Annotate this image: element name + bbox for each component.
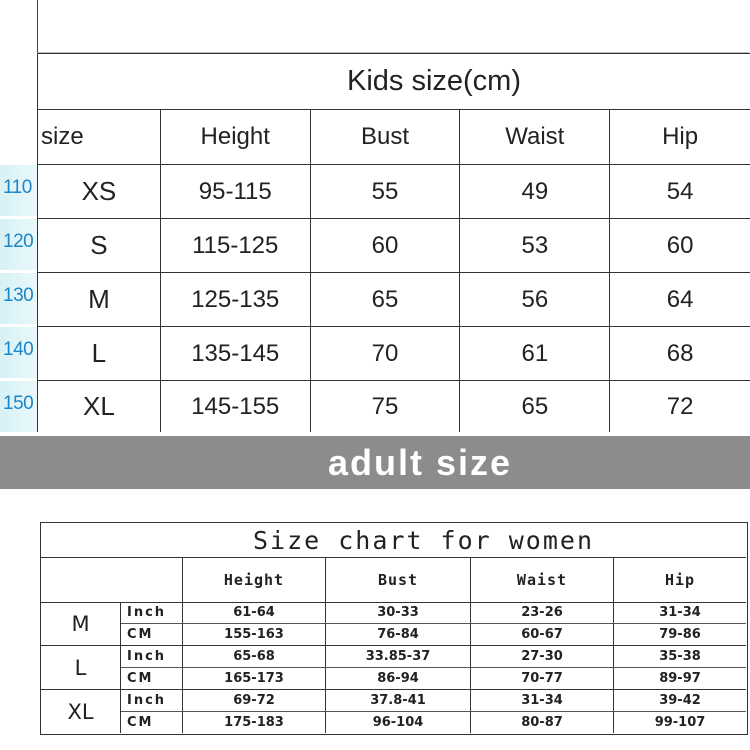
kids-bust-cell: 55: [311, 165, 461, 218]
bust-cell: 30-33: [326, 602, 471, 623]
women-header-height: Height: [183, 558, 326, 602]
kids-waist-cell: 56: [460, 273, 610, 326]
height-cell: 65-68: [183, 646, 326, 667]
women-size-label: L: [41, 646, 121, 689]
women-size-label: XL: [41, 690, 121, 733]
height-cell: 61-64: [183, 602, 326, 623]
kids-size-cell: L: [38, 327, 161, 380]
table-row: [37, 219, 750, 273]
kids-table-title: Kids size(cm): [37, 53, 750, 110]
height-tag-label: 130: [3, 285, 34, 306]
kids-size-table: [37, 0, 750, 432]
adult-size-banner: [0, 436, 750, 489]
bust-cell: 37.8-41: [326, 690, 471, 711]
bust-cell: 86-94: [326, 668, 471, 689]
table-row: [121, 712, 746, 733]
height-cell: 155-163: [183, 624, 326, 645]
kids-size-cell: M: [38, 273, 161, 326]
height-tag: [0, 381, 37, 432]
waist-cell: 70-77: [471, 668, 614, 689]
kids-size-cell: S: [38, 219, 161, 272]
table-row: [121, 602, 746, 624]
kids-header-hip: Hip: [662, 123, 699, 150]
height-cell: 165-173: [183, 668, 326, 689]
kids-hip-cell: 54: [666, 177, 694, 205]
hip-cell: 31-34: [659, 605, 701, 620]
kids-size-cell: XS: [38, 165, 161, 218]
bust-cell: 96-104: [326, 712, 471, 733]
height-tag-label: 110: [3, 177, 32, 198]
kids-height-cell: 95-115: [161, 165, 311, 218]
kids-header-height: Height: [161, 110, 311, 164]
table-row: [121, 624, 746, 645]
height-tag: [0, 327, 37, 378]
table-row: [37, 165, 750, 219]
unit-label: CM: [121, 712, 183, 733]
height-cell: 175-183: [183, 712, 326, 733]
height-tag-label: 150: [3, 393, 34, 414]
bust-cell: 76-84: [326, 624, 471, 645]
women-header-waist: Waist: [471, 558, 614, 602]
women-size-group: [41, 602, 746, 646]
unit-label: Inch: [121, 646, 183, 667]
height-tag: [0, 219, 37, 270]
kids-hip-cell: 68: [666, 339, 694, 367]
women-header-bust: Bust: [326, 558, 471, 602]
bust-cell: 33.85-37: [326, 646, 471, 667]
hip-cell: 79-86: [659, 627, 701, 642]
women-size-label: M: [41, 602, 121, 645]
kids-height-cell: 125-135: [161, 273, 311, 326]
waist-cell: 31-34: [471, 690, 614, 711]
table-row: [121, 668, 746, 689]
table-row: [37, 381, 750, 432]
unit-label: CM: [121, 668, 183, 689]
waist-cell: 80-87: [471, 712, 614, 733]
kids-bust-cell: 75: [311, 381, 461, 432]
height-tag-label: 120: [3, 231, 34, 252]
kids-header-size: size: [38, 110, 161, 164]
hip-cell: 35-38: [659, 649, 701, 664]
women-size-group: [41, 690, 746, 733]
kids-header-bust: Bust: [311, 110, 461, 164]
table-row: [37, 273, 750, 327]
hip-cell: 39-42: [659, 693, 701, 708]
kids-hip-cell: 72: [666, 392, 694, 420]
kids-table-top-spacer: [37, 0, 749, 53]
waist-cell: 27-30: [471, 646, 614, 667]
height-cell: 69-72: [183, 690, 326, 711]
height-tag: [0, 165, 37, 216]
table-row: [121, 646, 746, 668]
table-row: [121, 690, 746, 712]
kids-size-cell: XL: [38, 381, 161, 432]
kids-hip-cell: 64: [666, 285, 694, 313]
height-tag: [0, 273, 37, 324]
women-table-title: Size chart for women: [41, 523, 746, 558]
kids-height-cell: 135-145: [161, 327, 311, 380]
women-table-body: [41, 602, 746, 733]
women-header-hip: Hip: [664, 571, 696, 589]
kids-height-cell: 115-125: [161, 219, 311, 272]
women-size-group: [41, 646, 746, 690]
kids-waist-cell: 53: [460, 219, 610, 272]
hip-cell: 99-107: [654, 715, 706, 730]
kids-bust-cell: 65: [311, 273, 461, 326]
kids-bust-cell: 60: [311, 219, 461, 272]
banner-label: adult size: [327, 441, 513, 483]
kids-header-row: [37, 110, 750, 165]
table-row: [37, 327, 750, 381]
kids-header-waist: Waist: [460, 110, 610, 164]
unit-label: Inch: [121, 690, 183, 711]
waist-cell: 23-26: [471, 602, 614, 623]
women-size-table: [40, 522, 748, 735]
kids-waist-cell: 49: [460, 165, 610, 218]
kids-bust-cell: 70: [311, 327, 461, 380]
height-tag-label: 140: [3, 339, 34, 360]
kids-height-cell: 145-155: [161, 381, 311, 432]
unit-label: CM: [121, 624, 183, 645]
women-header-blank: [41, 558, 183, 602]
kids-hip-cell: 60: [666, 231, 694, 259]
kids-waist-cell: 61: [460, 327, 610, 380]
hip-cell: 89-97: [659, 671, 701, 686]
waist-cell: 60-67: [471, 624, 614, 645]
unit-label: Inch: [121, 602, 183, 623]
women-header-row: [41, 558, 746, 603]
kids-waist-cell: 65: [460, 381, 610, 432]
